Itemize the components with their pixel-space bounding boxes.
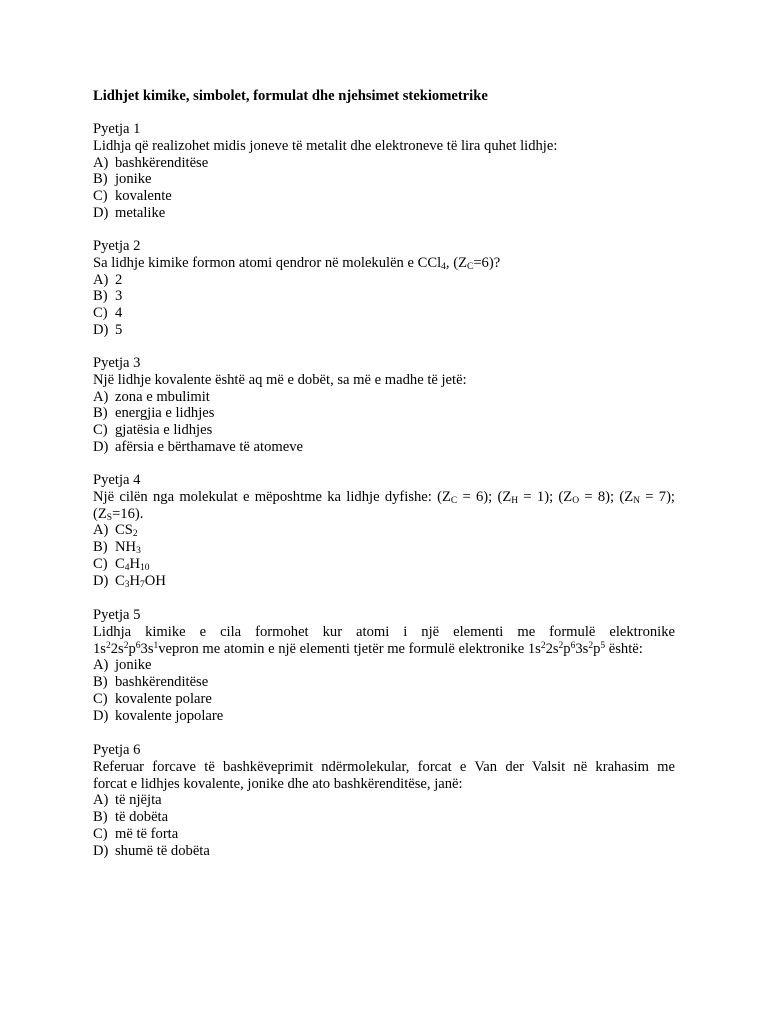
option-b: B) energjia e lidhjes [93, 405, 215, 422]
option-a: A) $CS_2$ [93, 522, 138, 540]
option-c: C) kovalente [93, 188, 172, 205]
option-d: D) afërsia e bërthamave të atomeve [93, 438, 303, 455]
option-d: D) shumë të dobëta [93, 842, 210, 859]
option-a: A) bashkërenditëse [93, 154, 209, 171]
question-text [93, 624, 675, 658]
question-text-line-1: Referuar forcave të bashkëveprimit ndërmolekular, forcat e Van der Valsit në krahasim me [93, 758, 675, 775]
question-label: Pyetja 4 [93, 472, 141, 488]
question-label: Pyetja 3 [93, 355, 141, 371]
question-text [93, 489, 675, 523]
question-label: Pyetja 2 [93, 238, 141, 254]
option-c: C) gjatësia e lidhjes [93, 422, 213, 439]
question-label: Pyetja 1 [93, 121, 141, 137]
option-d: D) metalike [93, 204, 166, 221]
question-text-line-1: Një cilën nga molekulat e mëposhtme ka lidhje dyfishe: $(Z_C = 6)$; $(Z_H = 1)$; $(Z_O = 8)$; $(Z_N = 7)$; [93, 488, 675, 506]
question-text-line-2: forcat e lidhjes kovalente, jonike dhe ato bashkërenditëse, janë: [93, 775, 463, 792]
question-3 [93, 355, 675, 456]
question-2 [93, 238, 675, 339]
option-a: A) jonike [93, 657, 152, 674]
question-label: Pyetja 5 [93, 607, 141, 623]
option-b: B) $NH_3$ [93, 539, 141, 557]
question-text: Lidhja që realizohet midis joneve të metalit dhe elektroneve të lira quhet lidhje: [93, 137, 558, 154]
question-text-line-2: $1s^22s^2p^63s^1vepron$ me atomin e një elementi tjetër me formulë elektronike $1s^22s^2p^63s^2p^5$ është: [93, 640, 643, 657]
question-6 [93, 742, 675, 860]
option-d: D) kovalente jopolare [93, 707, 224, 724]
option-b: B) bashkërenditëse [93, 674, 209, 691]
option-a: A) zona e mbulimit [93, 388, 210, 405]
question-text-line-2: $(Z_S=16)$. [93, 505, 144, 523]
question-5 [93, 607, 675, 725]
option-a: A) 2 [93, 271, 123, 288]
option-b: B) të dobëta [93, 809, 169, 826]
document-title: Lidhjet kimike, simbolet, formulat dhe njehsimet stekiometrike [93, 88, 488, 104]
option-b: B) 3 [93, 288, 123, 305]
question-text [93, 759, 675, 793]
question-text-line-1: Lidhja kimike e cila formohet kur atomi i një elementi me formulë elektronike [93, 623, 675, 640]
option-a: A) të njëjta [93, 792, 162, 809]
option-c: C) $C_4H_{10}$ [93, 555, 150, 573]
option-b: B) jonike [93, 171, 152, 188]
question-label: Pyetja 6 [93, 742, 141, 758]
question-4 [93, 472, 675, 590]
option-d: D) $C_3H_7OH$ [93, 572, 166, 590]
option-c: C) më të forta [93, 825, 179, 842]
question-1 [93, 121, 675, 222]
option-c: C) 4 [93, 305, 123, 322]
option-d: D) 5 [93, 321, 123, 338]
question-text: Një lidhje kovalente është aq më e dobët, sa më e madhe të jetë: [93, 371, 467, 388]
option-c: C) kovalente polare [93, 690, 212, 707]
question-text: Sa lidhje kimike formon atomi qendror në molekulën e CCl$_4$, $(Z_C=6)$? [93, 254, 501, 272]
